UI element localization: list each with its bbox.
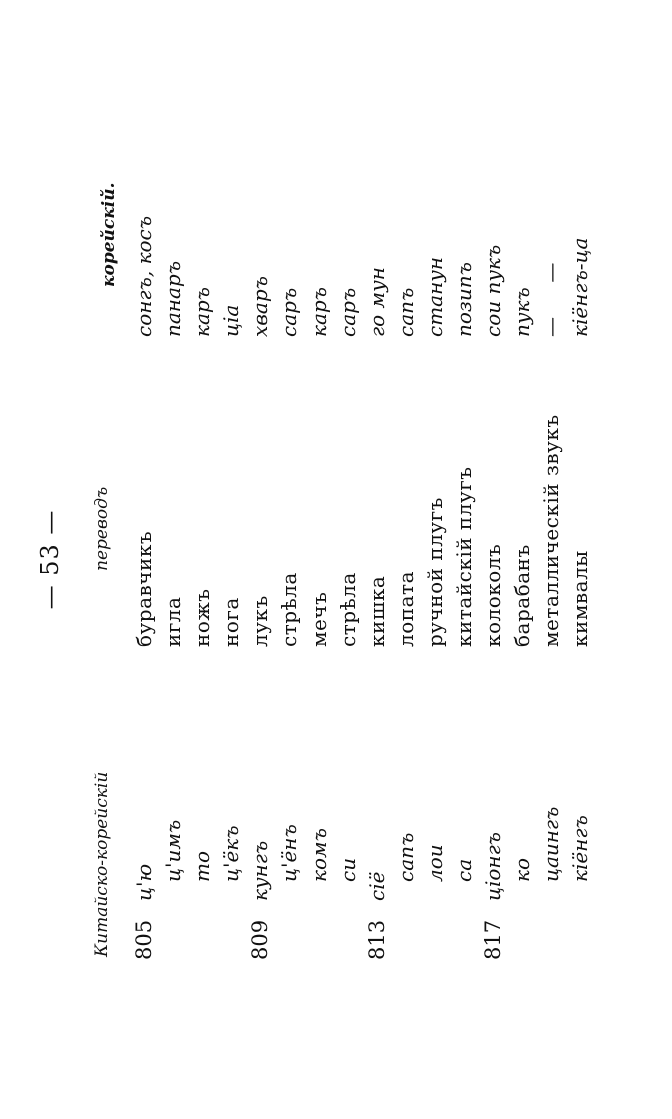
translation-word: кишка <box>364 575 389 647</box>
korean-word-ditto: — — <box>539 248 564 337</box>
chinese-korean-word: ціонгъ <box>481 831 506 901</box>
korean-word: сонгъ, косъ <box>132 215 156 337</box>
korean-word: саръ <box>335 287 360 337</box>
table-row <box>307 0 336 1119</box>
chinese-korean-word: цаингъ <box>539 806 564 882</box>
translation-word: нога <box>219 597 244 647</box>
chinese-korean-word: си <box>335 857 360 882</box>
korean-word: сапъ <box>393 287 418 337</box>
entry-number: 813 <box>364 919 389 960</box>
table-row <box>423 0 452 1119</box>
table-row <box>161 0 190 1119</box>
table-row <box>277 0 306 1119</box>
korean-word: станун <box>422 256 447 337</box>
table-row <box>481 0 510 1119</box>
chinese-korean-word: комъ <box>306 828 331 882</box>
translation-word: металлическій звукъ <box>539 414 564 647</box>
translation-word: игла <box>161 596 186 647</box>
translation-word: китайскій плугъ <box>452 466 477 647</box>
vocabulary-table <box>132 0 598 1119</box>
chinese-korean-word: ц'ю <box>132 863 156 901</box>
chinese-korean-word: кiёнгъ <box>568 815 593 882</box>
translation-word: буравчикъ <box>132 530 156 647</box>
entry-number: 805 <box>132 919 156 960</box>
korean-word: саръ <box>277 287 302 337</box>
translation-word: стрѣла <box>335 572 360 647</box>
translation-word: ручной плугъ <box>422 497 447 647</box>
table-row <box>394 0 423 1119</box>
korean-word: панаръ <box>161 260 186 337</box>
table-row <box>539 0 568 1119</box>
korean-word: каръ <box>190 287 215 337</box>
table-row <box>190 0 219 1119</box>
page-number: — 53 — <box>36 509 64 610</box>
translation-word: мечъ <box>306 591 331 647</box>
korean-word: сои пукъ <box>481 244 506 337</box>
table-row <box>365 0 394 1119</box>
translation-word: барабанъ <box>510 544 535 647</box>
translation-word: кимвалы <box>568 550 593 647</box>
table-row <box>452 0 481 1119</box>
korean-word: ціа <box>219 304 244 337</box>
korean-word: го мун <box>364 267 389 337</box>
korean-word: хваръ <box>248 276 273 337</box>
chinese-korean-word: то <box>190 850 215 882</box>
column-header-chinese-korean: Китайско-корейскій <box>92 771 112 957</box>
table-row <box>336 0 365 1119</box>
table-row <box>568 0 597 1119</box>
chinese-korean-word: сiё <box>364 871 389 901</box>
korean-word: пукъ <box>510 287 535 337</box>
chinese-korean-word: ц'ёкъ <box>219 825 244 882</box>
korean-word: кiёнгъ-ца <box>568 237 593 337</box>
column-header-korean: корейскій. <box>99 182 119 287</box>
translation-word: лопата <box>393 571 418 647</box>
translation-word: ножъ <box>190 588 215 647</box>
translation-word: колоколъ <box>481 543 506 647</box>
chinese-korean-word: ц'имъ <box>161 819 186 882</box>
translation-word: лукъ <box>248 595 273 647</box>
korean-word: каръ <box>306 287 331 337</box>
korean-word: позипъ <box>452 262 477 337</box>
chinese-korean-word: кунгъ <box>248 840 273 901</box>
chinese-korean-word: лои <box>422 844 447 882</box>
chinese-korean-word: са <box>452 858 477 882</box>
column-header-translation: переводъ <box>92 486 112 571</box>
entry-number: 817 <box>481 919 506 960</box>
table-row <box>219 0 248 1119</box>
table-row <box>248 0 277 1119</box>
entry-number: 809 <box>248 919 273 960</box>
table-row <box>132 0 161 1119</box>
chinese-korean-word: сапъ <box>393 832 418 882</box>
chinese-korean-word: ц'ёнъ <box>277 824 302 882</box>
chinese-korean-word: ко <box>510 858 535 882</box>
translation-word: стрѣла <box>277 572 302 647</box>
table-row <box>510 0 539 1119</box>
